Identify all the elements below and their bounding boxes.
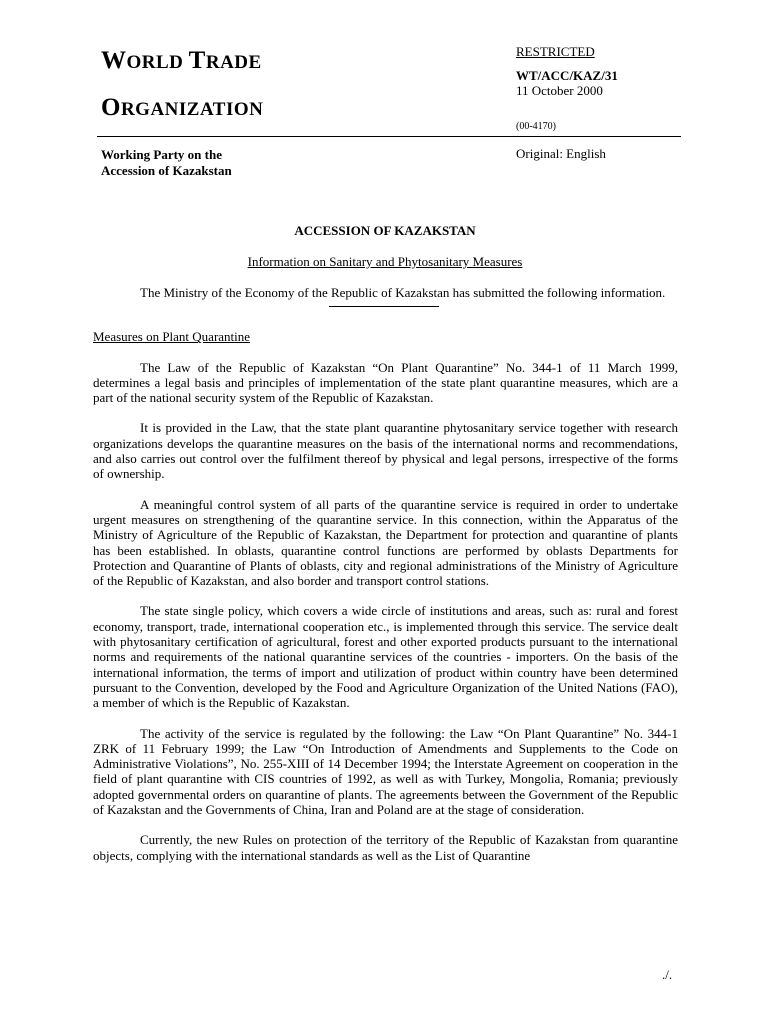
paragraph: Currently, the new Rules on protection of the territory of the Republic of Kazakstan from quarantine objects, complying with the international standards as well as the List of Quarantine (93, 832, 678, 863)
working-party-line1: Working Party on the (101, 147, 222, 162)
org-name-line2 (101, 94, 263, 122)
org-initial-t: T (188, 47, 206, 74)
intro-paragraph: The Ministry of the Economy of the Republic of Kazakstan has submitted the following information. (140, 285, 666, 300)
working-party-line2: Accession of Kazakstan (101, 163, 232, 178)
separator-line (329, 306, 439, 307)
paragraph: The activity of the service is regulated by the following: the Law “On Plant Quarantine” No. 344-1 ZRK of 11 February 1999; the Law “On Introduction of Amendments and Supplements to the Code on Administrative Violations”, No. 255-XIII of 14 December 1994; the Interstate Agreement on cooperation in the field of plant quarantine with CIS countries of 1992, as well as with Turkey, Mongolia, Romania; previously adopted governmental orders on quarantine of plants. The agreements between the Government of the Republic of Kazakstan and the Governments of China, Iran and Poland are at the stage of consideration. (93, 725, 678, 818)
org-name-line1 (101, 47, 262, 75)
paragraph: A meaningful control system of all parts of the quarantine service is required in order to undertake urgent measures on strengthening of the quarantine service. In this connection, within the Apparatus of the Ministry of Agriculture of the Republic of Kazakstan, the Department for protection and quarantine of plants has been established. In oblasts, quarantine control functions are performed by oblasts Departments for Protection and Quarantine of Plants of oblasts, city and regional administrations of the Ministry of Agriculture of the Republic of Kazakstan, and also border and transport control stations. (93, 496, 678, 589)
original-language: Original: English (516, 146, 606, 161)
document-date: 11 October 2000 (516, 83, 603, 98)
continuation-mark: ./. (662, 967, 673, 982)
document-body (93, 285, 678, 863)
org-initial-w: W (101, 47, 127, 74)
working-party (101, 147, 232, 179)
org-initial-o: O (101, 94, 121, 121)
paragraph: It is provided in the Law, that the state plant quarantine phytosanitary service together with research organizations develops the quarantine measures on the basis of the international norms and recommendations, and also carries out control over the fulfilment thereof by physical and legal persons, irrespective of the forms of ownership. (93, 420, 678, 482)
header-divider (97, 136, 681, 137)
org-word-organization: RGANIZATION (120, 99, 264, 120)
document-number: (00-4170) (516, 121, 556, 132)
document-subtitle: Information on Sanitary and Phytosanitary Measures (247, 254, 523, 269)
restricted-label: RESTRICTED (516, 44, 595, 59)
paragraph: The state single policy, which covers a wide circle of institutions and areas, such as: rural and forest economy, transport, trade, international cooperation etc., is implemented through this service. The service dealt with phytosanitary certification of agricultural, forest and other exported products pursuant to the international norms and requirements of the national quarantine services of the countries - importers. On the basis of the international information, the terms of import and utilization of product within country have been determined pursuant to the Convention, developed by the Food and Agriculture Organization of the United Nations (FAO), a member of which is the Republic of Kazakstan. (93, 603, 678, 711)
org-word-world: ORLD (126, 52, 189, 73)
document-symbol: WT/ACC/KAZ/31 (516, 68, 618, 83)
document-title: ACCESSION OF KAZAKSTAN (294, 223, 476, 238)
org-word-trade: RADE (205, 52, 262, 73)
section-heading: Measures on Plant Quarantine (93, 329, 251, 345)
paragraph: The Law of the Republic of Kazakstan “On Plant Quarantine” No. 344-1 of 11 March 1999, determines a legal basis and principles of implementation of the state plant quarantine measures, which are a part of the national security system of the Republic of Kazakstan. (93, 359, 678, 406)
